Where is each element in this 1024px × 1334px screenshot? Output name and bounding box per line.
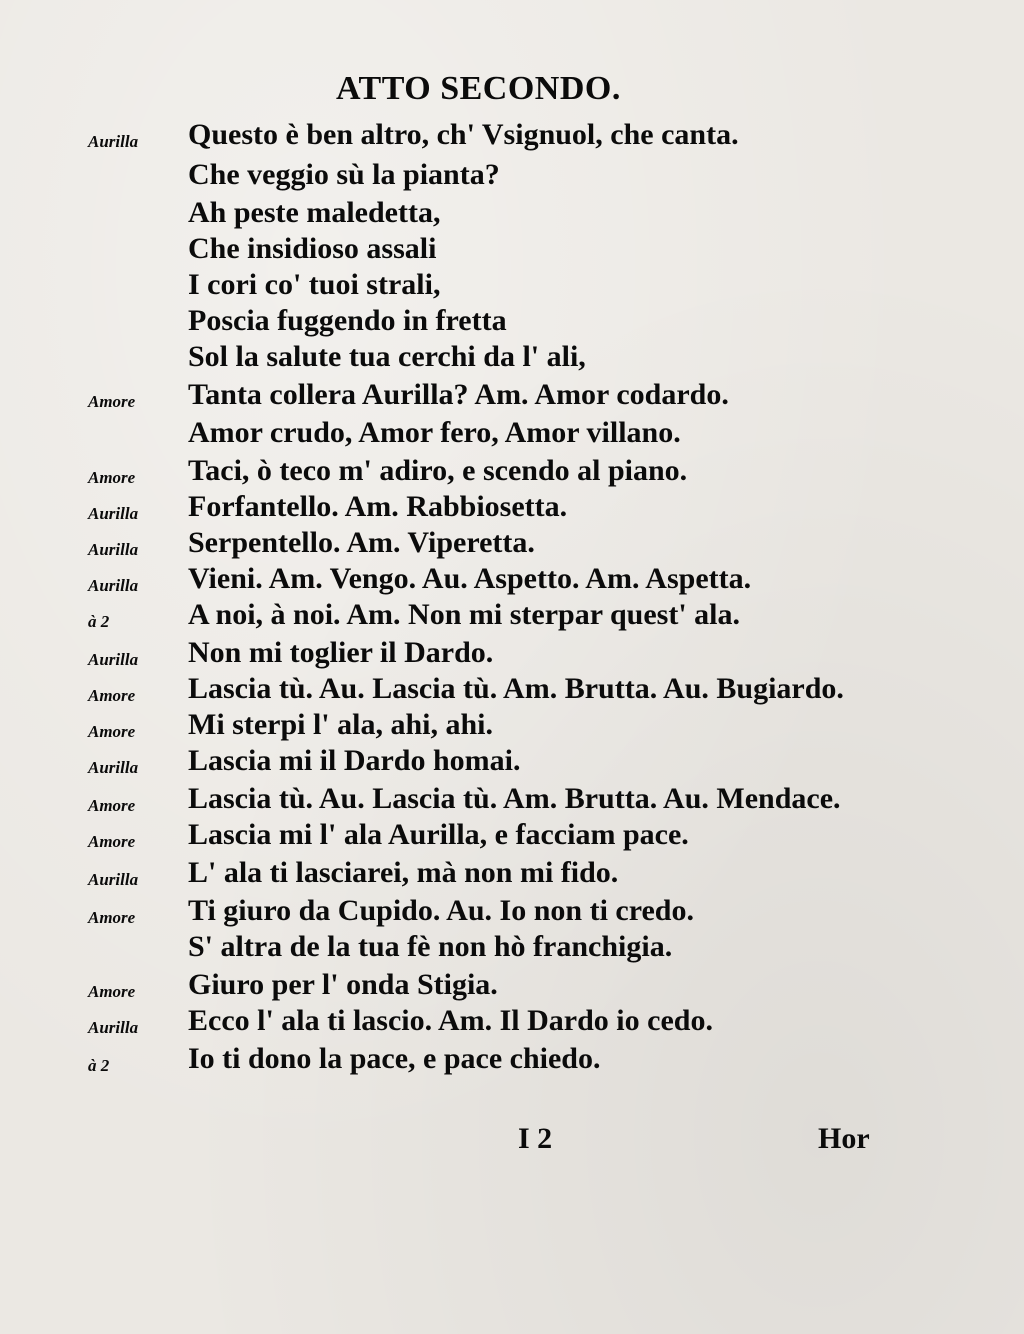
speaker-label: Amore xyxy=(88,686,136,705)
verse-text: Lascia mi l' ala Aurilla, e facciam pace. xyxy=(188,818,689,851)
verse-text: Sol la salute tua cerchi da l' ali, xyxy=(188,340,586,373)
verse-text: Non mi toglier il Dardo. xyxy=(188,636,494,669)
verse-line xyxy=(88,118,988,158)
speaker-label: Aurilla xyxy=(88,540,139,559)
verse-text: Lascia mi il Dardo homai. xyxy=(188,744,521,777)
verse-line xyxy=(88,268,988,308)
verse-line xyxy=(88,636,988,676)
verse-line xyxy=(88,968,988,1008)
speaker-label: Aurilla xyxy=(88,576,139,595)
speaker-label: Amore xyxy=(88,982,136,1001)
verse-line xyxy=(88,672,988,712)
verse-text: Tanta collera Aurilla? Am. Amor codardo. xyxy=(188,378,729,411)
speaker-label: à 2 xyxy=(88,1056,110,1075)
speaker-label: Amore xyxy=(88,722,136,741)
verse-text: Che insidioso assali xyxy=(188,232,437,265)
verse-line xyxy=(88,304,988,344)
verse-line xyxy=(88,490,988,530)
speaker-label: Aurilla xyxy=(88,758,139,777)
verse-line xyxy=(88,856,988,896)
speaker-label: Aurilla xyxy=(88,132,139,151)
verse-text: Lascia tù. Au. Lascia tù. Am. Brutta. Au. Mendace. xyxy=(188,782,841,815)
verse-line xyxy=(88,818,988,858)
verse-text: Vieni. Am. Vengo. Au. Aspetto. Am. Aspetta. xyxy=(188,562,752,595)
verse-text: Ecco l' ala ti lascio. Am. Il Dardo io cedo. xyxy=(188,1004,713,1037)
verse-line xyxy=(88,340,988,380)
verse-line xyxy=(88,930,988,970)
verse-text: Serpentello. Am. Viperetta. xyxy=(188,526,535,559)
verse-line xyxy=(88,1004,988,1044)
verse-text: Ti giuro da Cupido. Au. Io non ti credo. xyxy=(188,894,694,927)
verse-text: L' ala ti lasciarei, mà non mi fido. xyxy=(188,856,619,889)
verse-text: I cori co' tuoi strali, xyxy=(188,268,441,301)
speaker-label: Aurilla xyxy=(88,650,139,669)
speaker-label: Amore xyxy=(88,908,136,927)
speaker-label: Aurilla xyxy=(88,504,139,523)
verse-line xyxy=(88,158,988,198)
speaker-label: à 2 xyxy=(88,612,110,631)
verse-line xyxy=(88,894,988,934)
catchword: Hor xyxy=(818,1122,870,1155)
speaker-label: Aurilla xyxy=(88,870,139,889)
verse-text: S' altra de la tua fè non hò franchigia. xyxy=(188,930,673,963)
verse-line xyxy=(88,378,988,418)
verse-line xyxy=(88,232,988,272)
verse-text: Che veggio sù la pianta? xyxy=(188,158,500,191)
verse-text: Poscia fuggendo in fretta xyxy=(188,304,507,337)
verse-line xyxy=(88,196,988,236)
verse-line xyxy=(88,782,988,822)
verse-text: Giuro per l' onda Stigia. xyxy=(188,968,498,1001)
verse-line xyxy=(88,416,988,456)
verse-text: Mi sterpi l' ala, ahi, ahi. xyxy=(188,708,494,741)
verse-line xyxy=(88,708,988,748)
verse-text: Io ti dono la pace, e pace chiedo. xyxy=(188,1042,601,1075)
verse-line xyxy=(88,454,988,494)
verse-line xyxy=(88,744,988,784)
speaker-label: Amore xyxy=(88,468,136,487)
verse-text: Questo è ben altro, ch' Vsignuol, che canta. xyxy=(188,118,739,151)
verse-text: Forfantello. Am. Rabbiosetta. xyxy=(188,490,568,523)
verse-line xyxy=(88,526,988,566)
speaker-label: Aurilla xyxy=(88,1018,139,1037)
verse-line xyxy=(88,1042,988,1082)
verse-text: Taci, ò teco m' adiro, e scendo al piano. xyxy=(188,454,688,487)
signature-mark: I 2 xyxy=(518,1122,553,1155)
verse-text: Ah peste maledetta, xyxy=(188,196,441,229)
speaker-label: Amore xyxy=(88,392,136,411)
verse-text: Amor crudo, Amor fero, Amor villano. xyxy=(188,416,681,449)
verse-text: A noi, à noi. Am. Non mi sterpar quest' ala. xyxy=(188,598,740,631)
speaker-label: Amore xyxy=(88,832,136,851)
verse-line xyxy=(88,598,988,638)
verse-text: Lascia tù. Au. Lascia tù. Am. Brutta. Au. Bugiardo. xyxy=(188,672,844,705)
speaker-label: Amore xyxy=(88,796,136,815)
page-heading: ATTO SECONDO. xyxy=(336,70,621,107)
verse-line xyxy=(88,562,988,602)
